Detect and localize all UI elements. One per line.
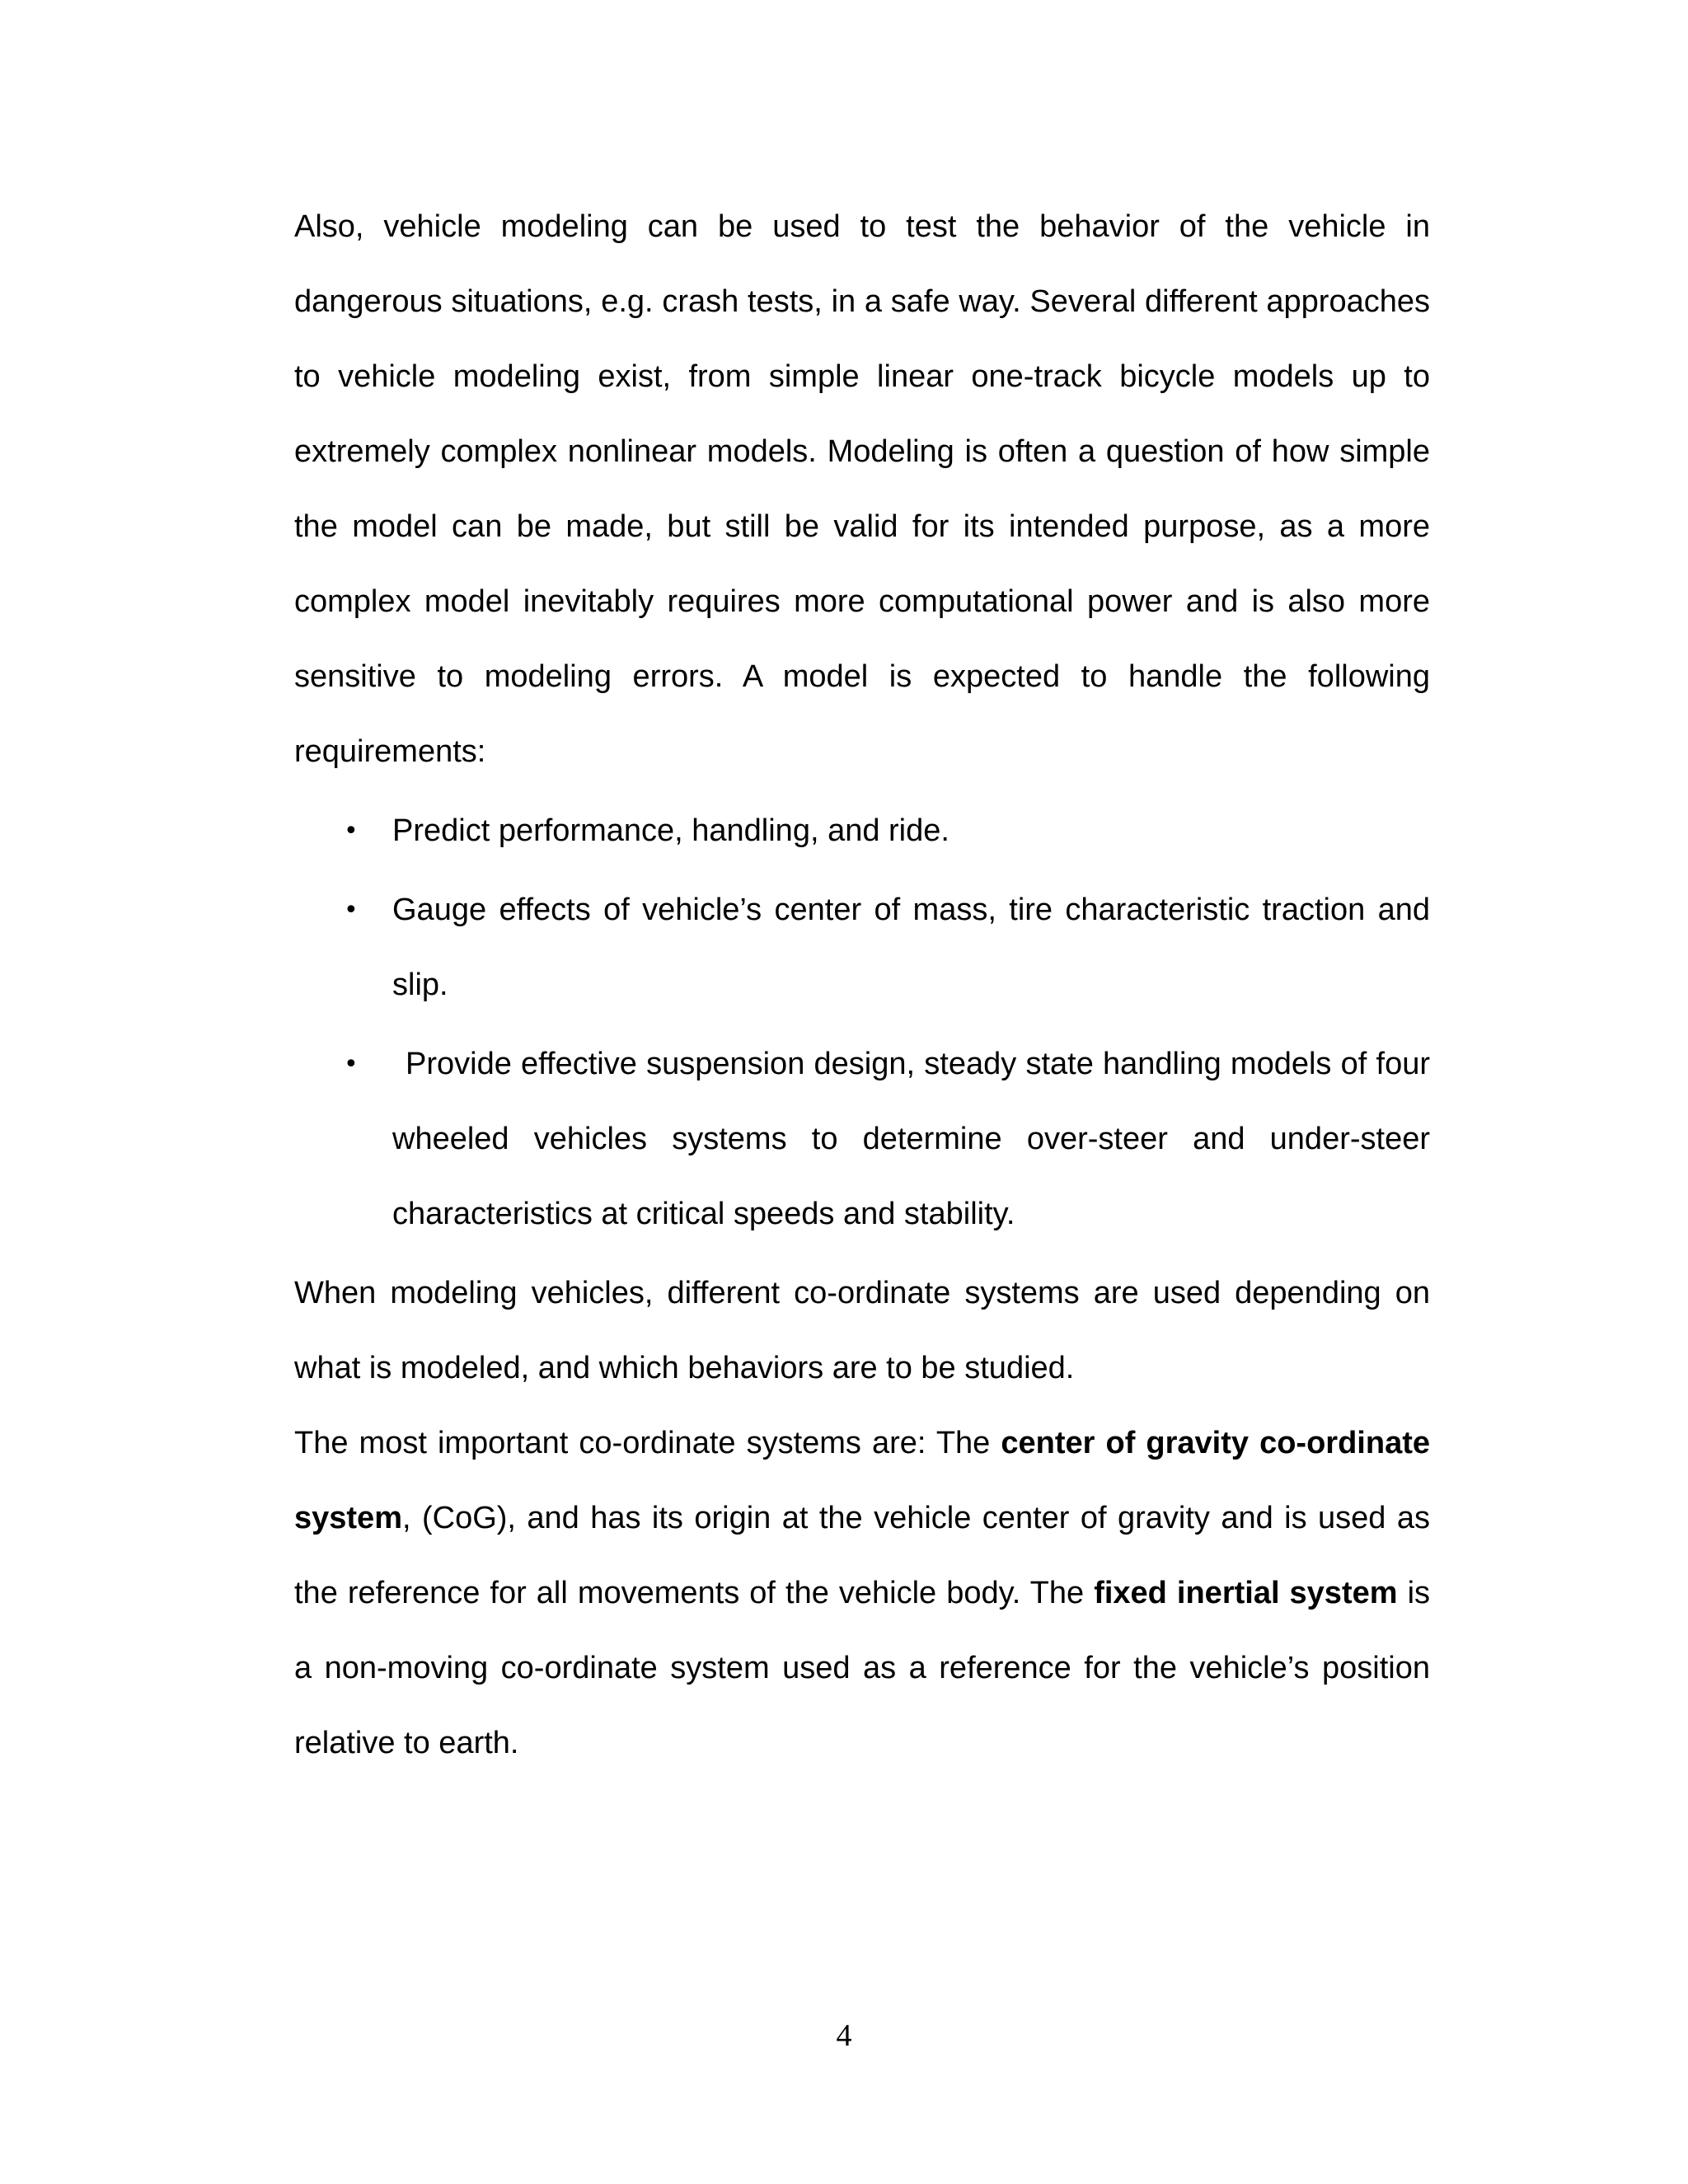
list-item: [294, 794, 1430, 869]
requirements-list: [294, 794, 1430, 1252]
text-run: , (CoG), and has its origin at the vehicle center of gravity and is used as the reference for all movements of the vehicle body. The: [294, 1501, 1430, 1610]
bold-term-cog-system: center of gravity co-ordinate system: [294, 1426, 1430, 1535]
list-item: [294, 873, 1430, 1023]
bullet-marker: •: [344, 896, 359, 925]
page-number: 4: [836, 2018, 852, 2053]
bullet-marker: •: [344, 817, 359, 846]
list-item-text: Predict performance, handling, and ride.: [392, 813, 950, 848]
paragraph-coordinate-systems: [294, 1406, 1430, 1781]
bullet-marker: •: [344, 1050, 359, 1079]
bold-term-fixed-inertial-system: fixed inertial system: [1094, 1576, 1398, 1610]
body-text: [294, 190, 1430, 1781]
text-run: The most important co-ordinate systems are: The: [294, 1426, 1001, 1460]
list-item-text: Provide effective suspension design, steady state handling models of four wheeled vehicles systems to determine over-steer and under-steer characteristics at critical speeds and stability.: [392, 1047, 1430, 1231]
list-item-text: Gauge effects of vehicle’s center of mass, tire characteristic traction and slip.: [392, 893, 1430, 1002]
list-item: [294, 1027, 1430, 1252]
paragraph-coordinate-systems-intro: When modeling vehicles, different co-ordinate systems are used depending on what is modeled, and which behaviors are to be studied.: [294, 1276, 1430, 1385]
text-run: is a non-moving co-ordinate system used as a reference for the vehicle’s position relative to earth.: [294, 1576, 1431, 1760]
paragraph-vehicle-modeling: Also, vehicle modeling can be used to test the behavior of the vehicle in dangerous situations, e.g. crash tests, in a safe way. Several different approaches to vehicle modeling exist, from simple linear one-track bicycle models up to extremely complex nonlinear models. Modeling is often a question of how simple the model can be made, but still be valid for its intended purpose, as a more complex model inevitably requires more computational power and is also more sensitive to modeling errors. A model is expected to handle the following requirements:: [294, 209, 1430, 769]
